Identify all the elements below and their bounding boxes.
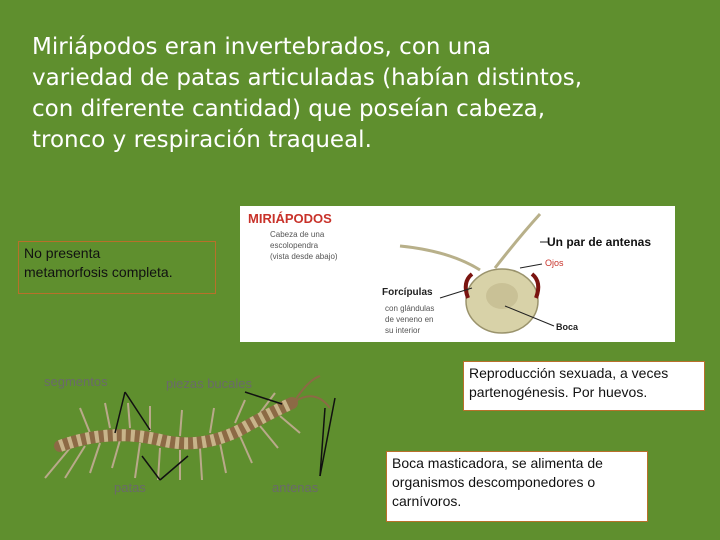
slide-title xyxy=(32,32,682,156)
label-antenas-body: antenas xyxy=(272,480,319,495)
centipede-figure xyxy=(30,368,370,508)
metamorfosis-textbox xyxy=(18,241,216,294)
label-forcipulas: Forcípulas xyxy=(382,287,433,298)
antenna-shape xyxy=(400,246,480,270)
textbox-line: partenogénesis. Por huevos. xyxy=(469,384,648,400)
caption-line: Cabeza de una xyxy=(270,230,325,239)
forcipulas-line: su interior xyxy=(385,326,421,335)
figure-heading: MIRIÁPODOS xyxy=(248,211,332,226)
title-line: variedad de patas articuladas (habían distintos, xyxy=(32,65,583,91)
label-segmentos: segmentos xyxy=(44,374,108,389)
centipede-diagram xyxy=(30,368,370,508)
forcipulas-line: de veneno en xyxy=(385,315,434,324)
forcipulas-line: con glándulas xyxy=(385,304,435,313)
textbox-line: metamorfosis completa. xyxy=(24,264,173,280)
antenna-shape xyxy=(294,396,330,408)
head-figure xyxy=(240,206,675,342)
reproduccion-textbox xyxy=(463,361,705,411)
title-line: tronco y respiración traqueal. xyxy=(32,127,372,153)
antenna-shape xyxy=(495,214,540,268)
textbox-line: carnívoros. xyxy=(392,493,462,509)
head-diagram xyxy=(240,206,675,342)
label-antenas: Un par de antenas xyxy=(547,235,652,249)
label-ojos: Ojos xyxy=(545,258,564,268)
boca-textbox xyxy=(386,451,648,522)
mouth-shape xyxy=(486,283,518,309)
pointer-line xyxy=(520,264,542,268)
textbox-line: Boca masticadora, se alimenta de xyxy=(392,455,603,471)
label-patas: patas xyxy=(114,480,146,495)
textbox-line: organismos descomponedores o xyxy=(392,474,596,490)
title-line: Miriápodos eran invertebrados, con una xyxy=(32,34,492,60)
caption-line: (vista desde abajo) xyxy=(270,252,338,261)
title-line: con diferente cantidad) que poseían cabeza, xyxy=(32,96,546,122)
label-boca: Boca xyxy=(556,322,579,332)
label-piezas: piezas bucales xyxy=(166,376,252,391)
caption-line: escolopendra xyxy=(270,241,319,250)
textbox-line: No presenta xyxy=(24,245,101,261)
textbox-line: Reproducción sexuada, a veces xyxy=(469,365,669,381)
